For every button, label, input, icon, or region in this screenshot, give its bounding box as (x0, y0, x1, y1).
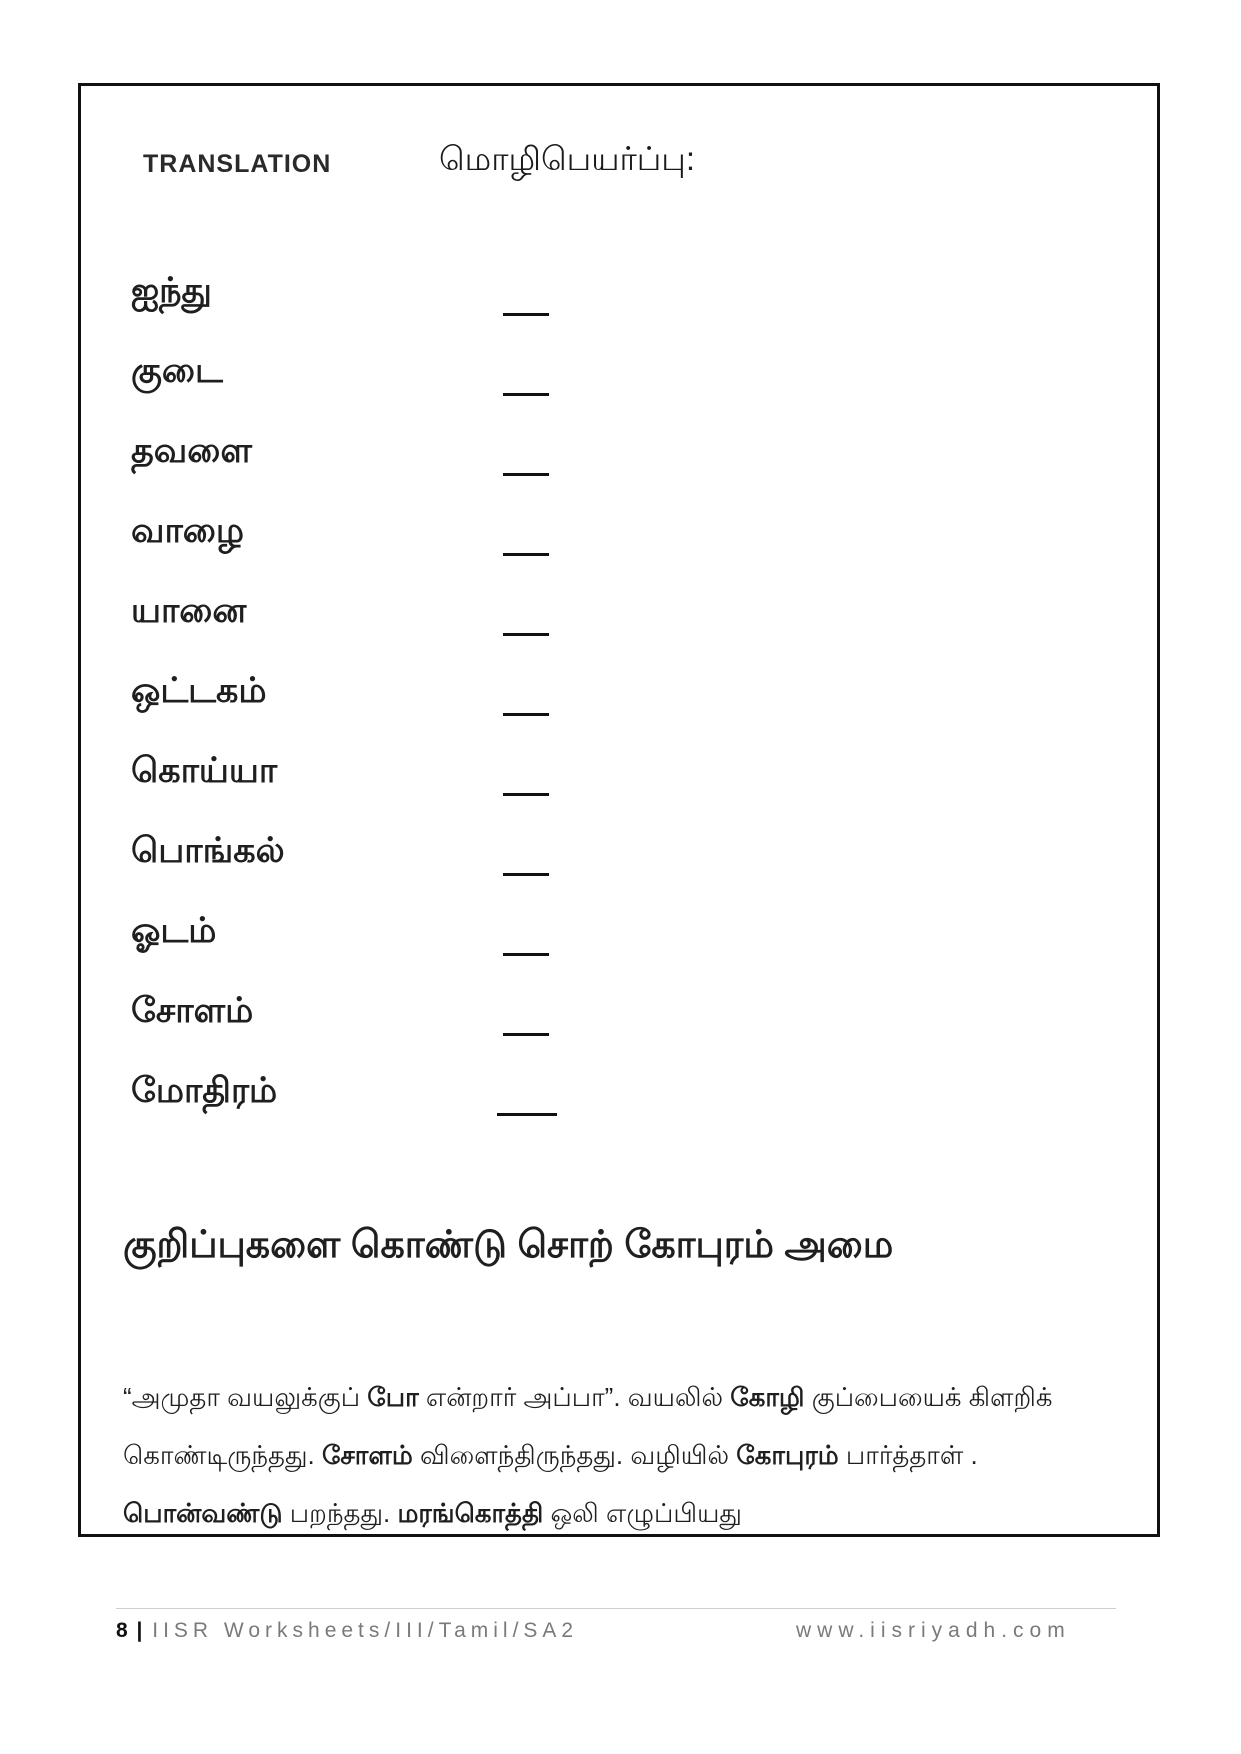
footer-website[interactable]: www.iisriyadh.com (796, 1619, 1071, 1642)
footer-doc-title: IISR Worksheets/III/Tamil/SA2 (152, 1619, 579, 1642)
word-row (131, 751, 731, 831)
word-label: ஐந்து (131, 271, 212, 310)
answer-blank[interactable] (503, 953, 549, 956)
passage-text: ஒலி எழுப்பியது (543, 1498, 742, 1528)
answer-blank[interactable] (503, 633, 549, 636)
word-row (131, 511, 731, 591)
word-label: கொய்யா (131, 751, 278, 790)
footer-left (116, 1619, 578, 1643)
worksheet-frame (78, 83, 1160, 1537)
page-number: 8 (116, 1619, 129, 1642)
word-row (131, 431, 731, 511)
answer-blank[interactable] (503, 393, 549, 396)
word-row (131, 671, 731, 751)
passage-text: பறந்தது. (282, 1498, 398, 1528)
passage-bold-word: கோபுரம் (736, 1440, 839, 1470)
answer-blank[interactable] (497, 1113, 557, 1116)
passage-bold-word: சோளம் (321, 1440, 413, 1470)
word-label: வாழை (131, 511, 245, 550)
passage-text: விளைந்திருந்தது. வழியில் (412, 1440, 737, 1470)
header-tamil: மொழிபெயர்ப்பு: (439, 140, 696, 177)
section-title: குறிப்புகளை கொண்டு சொற் கோபுரம் அமை (123, 1224, 894, 1266)
word-list (131, 271, 731, 1151)
word-row (131, 1071, 731, 1151)
word-row (131, 911, 731, 991)
word-label: சோளம் (131, 991, 254, 1030)
word-row (131, 591, 731, 671)
answer-blank[interactable] (503, 793, 549, 796)
word-row (131, 991, 731, 1071)
passage-text: “அமுதா வயலுக்குப் (123, 1382, 368, 1412)
word-label: யானை (131, 591, 247, 630)
passage-text: பார்த்தாள் . (838, 1440, 978, 1470)
answer-blank[interactable] (503, 553, 549, 556)
word-label: ஓடம் (131, 911, 217, 950)
answer-blank[interactable] (503, 313, 549, 316)
page-footer (116, 1608, 1116, 1659)
word-row (131, 831, 731, 911)
word-row (131, 271, 731, 351)
word-row (131, 351, 731, 431)
passage-bold-word: பொன்வண்டு (123, 1498, 283, 1528)
word-label: ஒட்டகம் (131, 671, 267, 710)
word-label: பொங்கல் (131, 831, 285, 870)
answer-blank[interactable] (503, 473, 549, 476)
passage-bold-word: மரங்கொத்தி (397, 1498, 544, 1528)
answer-blank[interactable] (503, 873, 549, 876)
header-english: TRANSLATION (143, 150, 332, 178)
passage-bold-word: போ (367, 1382, 419, 1412)
passage (123, 1368, 1123, 1542)
answer-blank[interactable] (503, 1033, 549, 1036)
header (143, 134, 1043, 194)
word-label: தவளை (131, 431, 252, 470)
answer-blank[interactable] (503, 713, 549, 716)
word-label: குடை (131, 351, 223, 390)
passage-bold-word: கோழி (730, 1382, 805, 1412)
passage-text: என்றார் அப்பா”. வயலில் (418, 1382, 731, 1412)
word-label: மோதிரம் (131, 1071, 278, 1110)
passage-text: குப்பையைக் கிளறிக் கொண்டிருந்தது. (123, 1382, 1053, 1470)
footer-separator: | (128, 1619, 153, 1642)
